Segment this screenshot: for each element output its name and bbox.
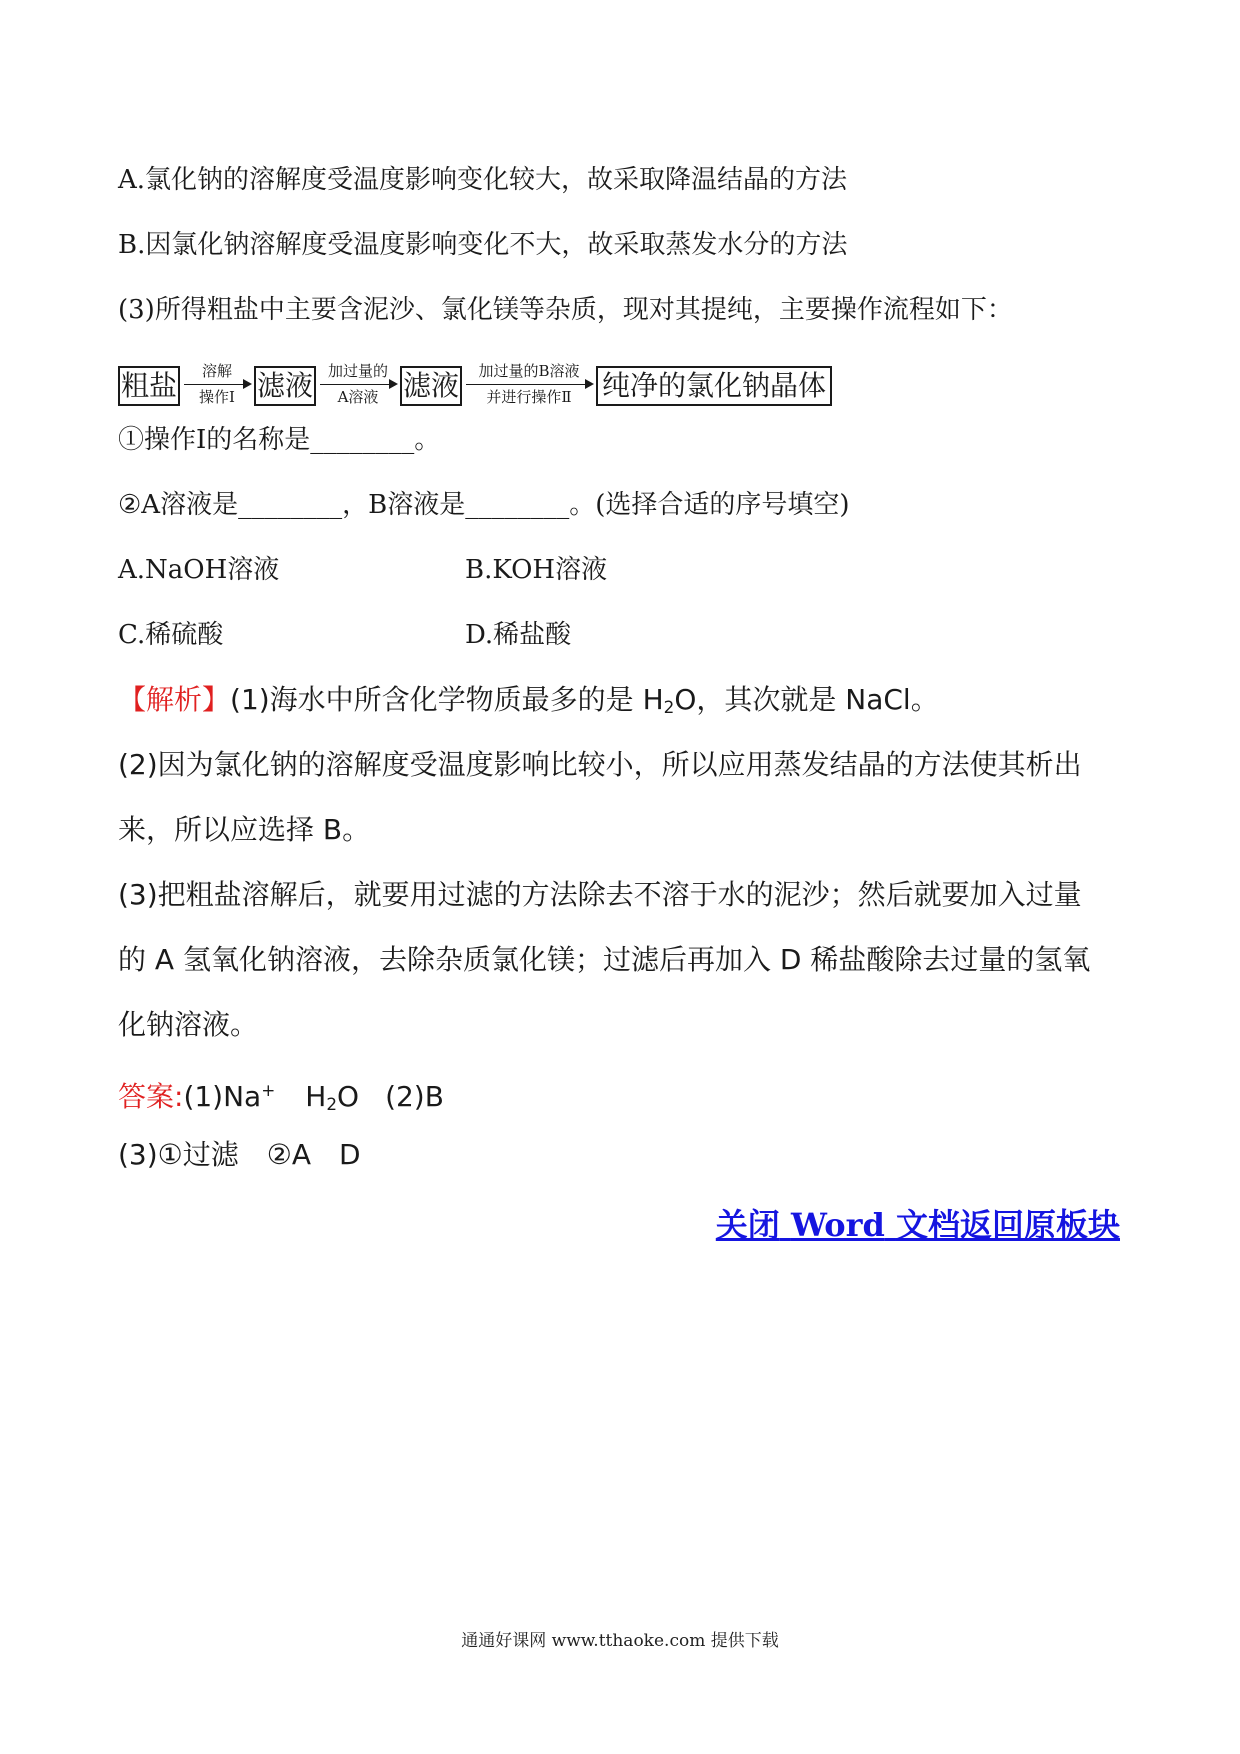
flow-arrow-1-bottom-label: 操作Ⅰ	[199, 388, 235, 406]
sub1-end: 。	[414, 425, 441, 455]
flow-box-crude-salt: 粗盐	[118, 366, 180, 406]
answer-blank: ________	[238, 490, 343, 520]
process-flow-diagram	[118, 360, 838, 410]
question-3-sub1	[118, 420, 440, 460]
superscript: +	[261, 1080, 276, 1100]
subscript: 2	[663, 697, 675, 717]
flow-box-pure-nacl: 纯净的氯化钠晶体	[596, 366, 832, 406]
flow-arrow-1	[182, 360, 252, 410]
flow-arrow-3	[464, 360, 594, 410]
question-3-sub2	[118, 485, 850, 525]
analysis-para-2-line-1: (2)因为氯化钠的溶解度受温度影响比较小，所以应用蒸发结晶的方法使其析出	[118, 748, 1082, 781]
analysis-para-3-line-1: (3)把粗盐溶解后，就要用过滤的方法除去不溶于水的泥沙；然后就要加入过量	[118, 878, 1082, 911]
analysis-1-text: (1)海水中所含化学物质最多的是 H	[230, 683, 664, 716]
answer-1: (1)Na	[183, 1080, 262, 1113]
analysis-1-text-end: O，其次就是 NaCl。	[674, 683, 939, 716]
subscript: 2	[326, 1094, 338, 1114]
answer-line-1	[118, 1070, 444, 1124]
answer-1-o: O	[337, 1080, 360, 1113]
answer-blank: ________	[465, 490, 570, 520]
link-text-word[interactable]: Word	[790, 1206, 885, 1244]
choice-d: D.稀盐酸	[465, 620, 572, 650]
flow-arrow-3-top-label: 加过量的B溶液	[478, 362, 580, 380]
flow-arrow-3-bottom-label: 并进行操作Ⅱ	[486, 388, 572, 406]
close-word-return-link[interactable]	[716, 1200, 1120, 1246]
answer-tag: 答案:	[118, 1080, 184, 1113]
flow-arrow-2-bottom-label: A溶液	[337, 388, 379, 406]
choice-b: B.KOH溶液	[465, 555, 608, 585]
flow-arrow-2	[318, 360, 398, 410]
option-2b: B.因氯化钠溶解度受温度影响变化不大，故采取蒸发水分的方法	[118, 230, 848, 260]
answer-line-2: (3)①过滤 ②A D	[118, 1138, 361, 1171]
choice-c: C.稀硫酸	[118, 620, 224, 650]
choice-a: A.NaOH溶液	[118, 555, 280, 585]
answer-blank: ________	[310, 425, 415, 455]
analysis-para-2-line-2: 来，所以应选择 B。	[118, 813, 371, 846]
arrow-line	[184, 384, 246, 385]
option-2a: A.氯化钠的溶解度受温度影响变化较大，故采取降温结晶的方法	[118, 165, 848, 195]
analysis-para-3-line-3: 化钠溶液。	[118, 1008, 259, 1041]
analysis-para-1	[118, 680, 939, 727]
arrow-line	[320, 384, 392, 385]
flow-box-filtrate-1: 滤液	[254, 366, 316, 406]
link-text-2[interactable]: 文档返回原板块	[895, 1206, 1120, 1244]
sub2-end: 。(选择合适的序号填空)	[569, 490, 850, 520]
link-text-1[interactable]: 关闭	[715, 1206, 780, 1244]
sub2-text-a: ②A溶液是	[118, 490, 239, 520]
sub2-text-b: ，B溶液是	[342, 490, 466, 520]
page-footer: 通通好课网 www.tthaoke.com 提供下载	[461, 1631, 779, 1651]
answer-1-h: H	[305, 1080, 327, 1113]
flow-box-filtrate-2: 滤液	[400, 366, 462, 406]
arrow-line	[466, 384, 588, 385]
flow-arrow-2-top-label: 加过量的	[327, 362, 388, 380]
sub1-text: ①操作Ⅰ的名称是	[118, 425, 311, 455]
flow-arrow-1-top-label: 溶解	[201, 362, 232, 380]
analysis-tag: 【解析】	[118, 683, 231, 716]
answer-2: (2)B	[385, 1080, 444, 1113]
question-3-intro: (3)所得粗盐中主要含泥沙、氯化镁等杂质，现对其提纯，主要操作流程如下：	[118, 295, 1013, 325]
analysis-para-3-line-2: 的 A 氢氧化钠溶液，去除杂质氯化镁；过滤后再加入 D 稀盐酸除去过量的氢氧	[118, 943, 1091, 976]
